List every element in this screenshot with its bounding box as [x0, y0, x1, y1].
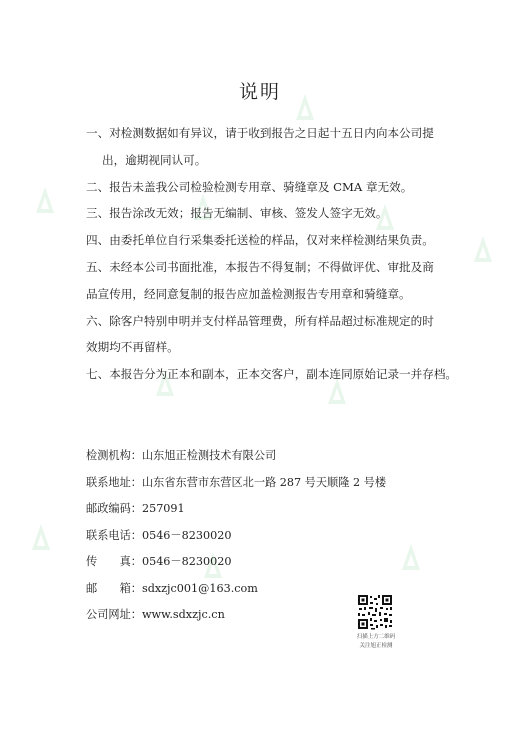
page-title: 说明 [238, 81, 281, 103]
rule-1-line-1: 一、对检测数据如有异议，请于收到报告之日起十五日内向本公司提 [86, 126, 434, 140]
address-label: 联系地址： [86, 475, 142, 489]
rule-6-line-2: 效期均不再留样。 [86, 340, 179, 355]
rule-2: 二、报告未盖我公司检验检测专用章、骑缝章及 CMA 章无效。 [86, 179, 413, 194]
rule-3: 三、报告涂改无效；报告无编制、审核、签发人签字无效。 [86, 206, 388, 221]
zip-label: 邮政编码： [86, 502, 142, 515]
rule-6-line-1: 六、除客户特别申明并支付样品管理费，所有样品超过标准规定的时 [86, 313, 434, 328]
qr-code-icon [357, 594, 393, 630]
address-value: 山东省东营市东营区北一路 287 号天顺隆 2 号楼 [141, 475, 387, 489]
fax-value: 0546－8230020 [141, 555, 232, 568]
rule-5-line-1: 五、未经本公司书面批准，本报告不得复制；不得做评优、审批及商 [86, 259, 434, 274]
fax-row [86, 549, 426, 576]
phone-label: 联系电话： [86, 528, 142, 542]
phone-row [86, 523, 426, 550]
zip-row [86, 496, 426, 523]
org-label: 检测机构： [86, 449, 142, 462]
org-value: 山东旭正检测技术有限公司 [141, 449, 277, 462]
watermark-logo-icon [32, 183, 58, 219]
fax-label: 传 真： [86, 555, 142, 568]
rule-4: 四、由委托单位自行采集委托送检的样品，仅对来样检测结果负责。 [86, 233, 434, 248]
phone-value: 0546－8230020 [141, 528, 232, 542]
notice-rules [86, 120, 458, 388]
rule-1-line-2: 出，逾期视同认可。 [102, 152, 207, 167]
qr-caption [346, 633, 406, 651]
address-row [86, 470, 426, 497]
rule-7: 七、本报告分为正本和副本，正本交客户，副本连同原始记录一并存档。 [86, 367, 458, 382]
email-label: 邮 箱： [86, 581, 142, 595]
zip-value: 257091 [141, 502, 185, 515]
rule-5-line-2: 品宣传用，经同意复制的报告应加盖检测报告专用章和骑缝章。 [86, 286, 411, 301]
watermark-logo-icon [28, 520, 54, 556]
watermark-logo-icon [470, 232, 496, 268]
website-label: 公司网址： [86, 608, 142, 621]
qr-caption-line-1: 扫描上方二维码 [356, 634, 396, 640]
qr-caption-line-2: 关注旭正检测 [359, 643, 393, 649]
email-value[interactable]: sdxzjc001@163.com [141, 581, 258, 595]
org-row [86, 443, 426, 470]
website-value[interactable]: www.sdxzjc.cn [141, 608, 225, 621]
